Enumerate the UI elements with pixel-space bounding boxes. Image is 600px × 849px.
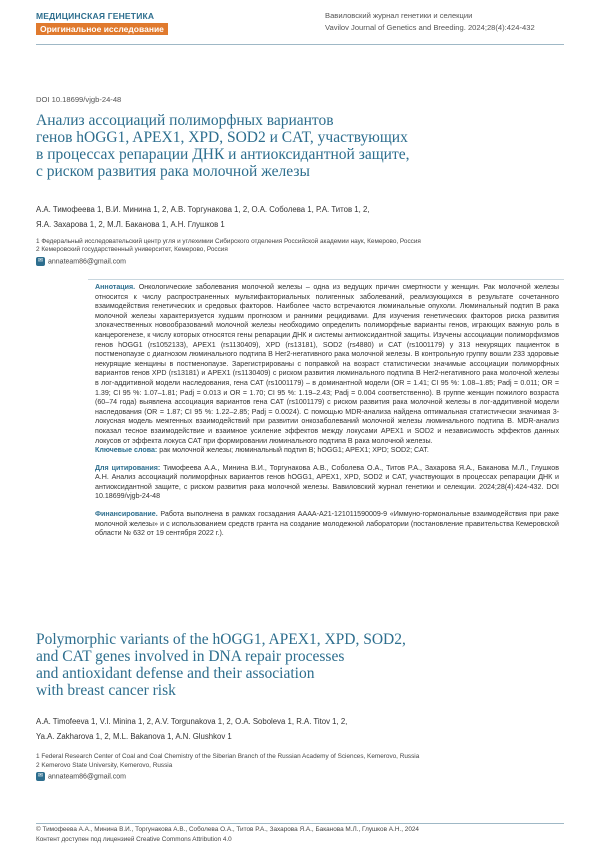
abstract-text: Онкологические заболевания молочной железы – одна из ведущих причин смертности у женщин. Рак молочной железы относится к числу распространенных мультифакториальных полигенных заболеваний, реализующихся в результате сочетанного взаимодействия генетических и средовых факторов. Наиболее часто встречаются люминальные опухоли. Люминальный подтип В рака молочной железы характеризуется худшим прогнозом и ранними рецидивами. Для изучения генетических факторов риска развития злокачественных новообразований молочной железы необходимо определить полиморфные варианты генов, играющих важную роль в канцерогенезе, к числу которых относятся гены репарации ДНК и системы антиоксидантной защиты. Изучены ассоциации полиморфизмов генов hOGG1 (rs1052133), APEX1 (rs1130409), XPD (rs13181), SOD2 (rs4880) и CAT (rs1001179) у 313 некурящих пациенток в постменопаузе с диагнозом люминального подтипа В Her2-негативного рака молочной железы. В контрольную группу вошли 233 здоровые некурящие женщины в постменопаузе. Зарегистрированы с поправкой на возраст статистически значимые ассоциации полиморфных вариантов генов XPD (rs13181) и APEX1 (rs1130409) с риском развития люминального подтипа В Her2-негативного рака молочной железы в лог-аддитивной модели наследования, гена CAT (rs1001179) – в доминантной модели (OR = 1.41; CI 95 %: 1.08–1.85; Padj = 0.011; OR = 1.39; CI 95 %: 1.07–1.81; Padj = 0.013 и OR = 1.70; CI 95 %: 1.19–2.43; Padj = 0.004 соответственно). В группе женщин пожилого возраста (60–74 года) выявлена ассоциация вариантов гена CAT (rs1001179) с риском развития рака молочной железы в лог-аддитивной модели наследования (OR = 1.87; CI 95 %: 1.22–2.85; Padj = 0.0024). С помощью MDR-анализа найдена оптимальная статистически значимая 3-локусная модель межгенных взаимодействий при развитии онкозаболеваний молочной железы люминального подтипа В. MDR-анализ показал тесное взаимодействие и взаимное усиление эффектов между локусами APEX1 и SOD2 и независимость эффектов данных локусов от эффекта локуса CAT при формировании люминального подтипа В рака молочной железы. xyxy=(95,283,559,445)
authors-ru xyxy=(36,202,506,232)
title-en-line: and antioxidant defense and their association xyxy=(36,665,315,682)
title-en-line: with breast cancer risk xyxy=(36,682,176,699)
title-ru-line: генов hOGG1, APEX1, XPD, SOD2 и CAT, участвующих xyxy=(36,129,408,146)
citation xyxy=(95,464,559,502)
article-title-ru xyxy=(36,112,506,180)
copyright: © Тимофеева А.А., Минина В.И., Торгунакова А.В., Соболева О.А., Титов Р.А., Захарова Я.А., Баканова М.Л., Глушков А.Н., 2024 xyxy=(36,826,419,833)
title-ru-line: Анализ ассоциаций полиморфных вариантов xyxy=(36,112,334,129)
abstract xyxy=(95,283,559,539)
funding-text: Работа выполнена в рамках госзадания АААА-А21-121011590009-9 «Иммуно-гормональные взаимодействия при раке молочной железы» и с использованием средств гранта на создание молодежной лаборатории (постановление правительства Кемеровской области № 632 от 19 сентября 2022 г.). xyxy=(95,510,559,538)
doi[interactable]: DOI 10.18699/vjgb-24-48 xyxy=(36,95,122,104)
article-title-en xyxy=(36,631,536,699)
article-type-badge: Оригинальное исследование xyxy=(36,23,168,35)
journal-title-ru: Вавиловский журнал генетики и селекции xyxy=(325,11,473,20)
title-ru-line: в процессах репарации ДНК и антиоксидантной защите, xyxy=(36,146,410,163)
title-en-line: Polymorphic variants of the hOGG1, APEX1, XPD, SOD2, xyxy=(36,631,406,648)
email-address[interactable]: annateam86@gmail.com xyxy=(48,258,126,266)
affiliation-ru-2: 2 Кемеровский государственный университет, Кемерово, Россия xyxy=(36,246,228,253)
keywords-text: рак молочной железы; люминальный подтип В; hOGG1; APEX1; XPD; SOD2; CAT. xyxy=(159,446,429,455)
funding-label: Финансирование. xyxy=(95,510,158,519)
affiliation-en-1: 1 Federal Research Center of Coal and Coal Chemistry of the Siberian Branch of the Russian Academy of Sciences, Kemerovo, Russia xyxy=(36,753,420,760)
authors-line: A.A. Timofeeva 1, V.I. Minina 1, 2, A.V. Torgunakova 1, 2, O.A. Soboleva 1, R.A. Titov 1, 2, xyxy=(36,717,348,726)
license[interactable]: Контент доступен под лицензией Creative Commons Attribution 4.0 xyxy=(36,836,232,843)
funding xyxy=(95,510,559,539)
email-line[interactable] xyxy=(36,257,126,266)
email-address[interactable]: annateam86@gmail.com xyxy=(48,773,126,781)
title-en-line: and CAT genes involved in DNA repair processes xyxy=(36,648,345,665)
journal-section-label: МЕДИЦИНСКАЯ ГЕНЕТИКА xyxy=(36,11,155,21)
keywords-label: Ключевые слова: xyxy=(95,446,158,455)
email-line-en[interactable] xyxy=(36,772,126,781)
journal-title-en: Vavilov Journal of Genetics and Breeding. 2024;28(4):424-432 xyxy=(325,23,535,32)
title-ru-line: с риском развития рака молочной железы xyxy=(36,163,310,180)
affiliation-en-2: 2 Kemerovo State University, Kemerovo, Russia xyxy=(36,762,173,769)
email-icon: ✉ xyxy=(37,773,44,779)
citation-text: Тимофеева А.А., Минина В.И., Торгунакова А.В., Соболева О.А., Титов Р.А., Захарова Я.А., Баканова М.Л., Глушков А.Н. Анализ ассоциаций полиморфных вариантов генов hOGG1, APEX1, XPD, SOD2 и CAT, участвующих в процессах репарации ДНК и антиоксидантной защите, с риском развития рака молочной железы. Вавиловский журнал генетики и селекции. 2024;28(4):424-432. DOI 10.18699/vjgb-24-48 xyxy=(95,463,559,501)
abstract-label: Аннотация. xyxy=(95,283,136,291)
affiliation-ru-1: 1 Федеральный исследовательский центр угля и углехимии Сибирского отделения Российской академии наук, Кемерово, Россия xyxy=(36,238,421,245)
keywords xyxy=(95,446,559,456)
authors-line: Я.А. Захарова 1, 2, М.Л. Баканова 1, А.Н. Глушков 1 xyxy=(36,220,225,229)
footer-divider xyxy=(36,823,564,824)
authors-en xyxy=(36,714,506,744)
citation-label: Для цитирования: xyxy=(95,463,161,472)
header-divider xyxy=(36,44,564,45)
email-icon: ✉ xyxy=(37,258,44,264)
authors-line: А.А. Тимофеева 1, В.И. Минина 1, 2, А.В. Торгунакова 1, 2, О.А. Соболева 1, Р.А. Титов 1, 2, xyxy=(36,205,370,214)
authors-line: Ya.A. Zakharova 1, 2, M.L. Bakanova 1, A.N. Glushkov 1 xyxy=(36,732,232,741)
